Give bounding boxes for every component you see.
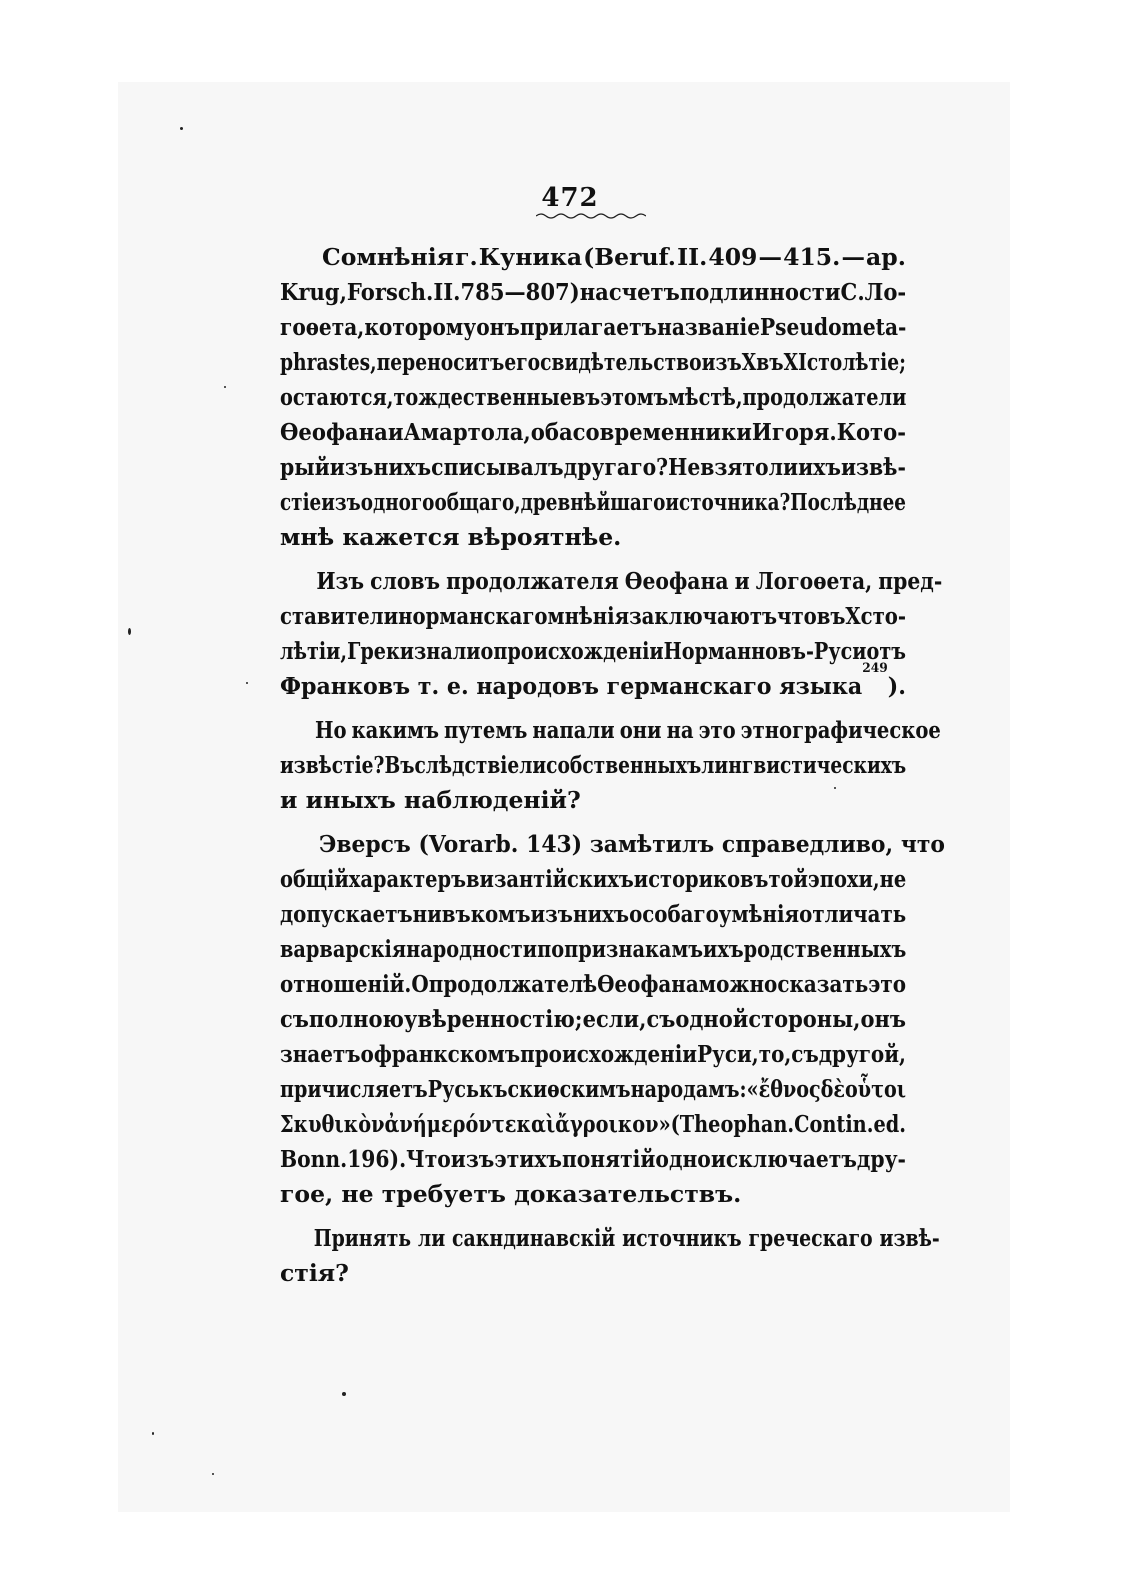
scan-speck [152,1432,154,1435]
scan-speck [212,1473,214,1475]
scan-speck [224,386,226,388]
paragraph-2 [280,564,943,704]
text-line: гоѳета, которому онъ прилагаетъ названіе Pseudometa- [280,313,907,341]
text-line: остаются, тождественные въ этомъ мѣстѣ, продолжатели [280,383,907,411]
text-line: ставители норманскаго мнѣнія заключаютъ что въ X сто- [280,602,907,630]
paragraph-1 [280,240,906,555]
text-line: стія? [280,1259,349,1287]
text-line: Изъ словъ продолжателя Ѳеофана и Логоѳета, пред- [316,567,943,595]
line-text: Франковъ т. е. народовъ германскаго языка [280,672,863,700]
scan-speck [128,628,131,635]
text-line: Krug, Forsch. II. 785—807) на счетъ подлинности С. Ло- [280,278,907,306]
text-line: варварскія народности по признакамъ ихъ родственныхъ [280,935,907,963]
scan-speck [342,1392,346,1396]
text-line: Ѳеофана и Амартола, оба современники Игоря. Кото- [280,418,907,446]
text-line: Но какимъ путемъ напали они на это этнографическое [314,716,941,744]
text-line: phrastes, переноситъ его свидѣтельство изъ X въ XI столѣтіе; [280,348,906,376]
text-line: знаетъ о франкскомъ происхожденіи Руси, то, съ другой, [280,1040,906,1068]
text-line [280,661,906,704]
text-line: Принять ли сакндинавскій источникъ греческаго извѣ- [313,1224,940,1252]
scan-speck [834,787,836,789]
scan-speck [180,127,183,130]
text-line: Bonn. 196). Что изъ этихъ понятій одно исключаетъ дру- [280,1145,906,1173]
page-number: 472 [541,183,599,213]
text-line: извѣстіе? Въ слѣдствіе ли собственныхъ лингвистическихъ [280,751,907,779]
text-line: Сомнѣнія г. Куника (Beruf. II. 409 — 415. — ap. [322,243,906,271]
text-line: отношеній. О продолжателѣ Ѳеофана можно сказать это [280,970,906,998]
scan-speck [246,682,248,684]
line-text: ). [887,672,906,700]
footnote-marker: 249 [862,661,888,676]
text-line: мнѣ кажется вѣроятнѣе. [280,523,622,551]
paragraph-5 [280,1221,940,1291]
body-text [280,240,945,1291]
text-line: гое, не требуетъ доказательствъ. [280,1180,742,1208]
paragraph-4 [280,827,945,1212]
page-number-ornament [536,212,646,220]
text-line: Σκυθικὸν ἀνήμερόν τε καὶ ἄγροικον» (Theophan. Contin. ed. [280,1110,906,1138]
text-line: съ полною увѣренностію; если, съ одной стороны, онъ [280,1005,906,1033]
paragraph-3 [280,713,941,818]
text-line: лѣтіи, Греки знали о происхожденіи Норманновъ-Руси отъ [280,637,906,665]
text-line: причисляетъ Русь къ скиѳскимъ народамъ: «ἔθνος δὲ οὗτοι [280,1075,906,1103]
text-line: стіе изъ одного общаго, древнѣйшаго источника? Послѣднее [280,488,906,516]
text-line: Эверсъ (Vorarb. 143) замѣтилъ справедливо, что [319,830,945,858]
text-line: общій характеръ византійскихъ историковъ той эпохи, не [280,865,907,893]
text-line: допускаетъ ни въ комъ изъ нихъ особаго умѣнія отличать [280,900,907,928]
text-line: и иныхъ наблюденій? [280,786,581,814]
text-line: рый изъ нихъ списывалъ другаго? Не взято ли ихъ извѣ- [280,453,906,481]
